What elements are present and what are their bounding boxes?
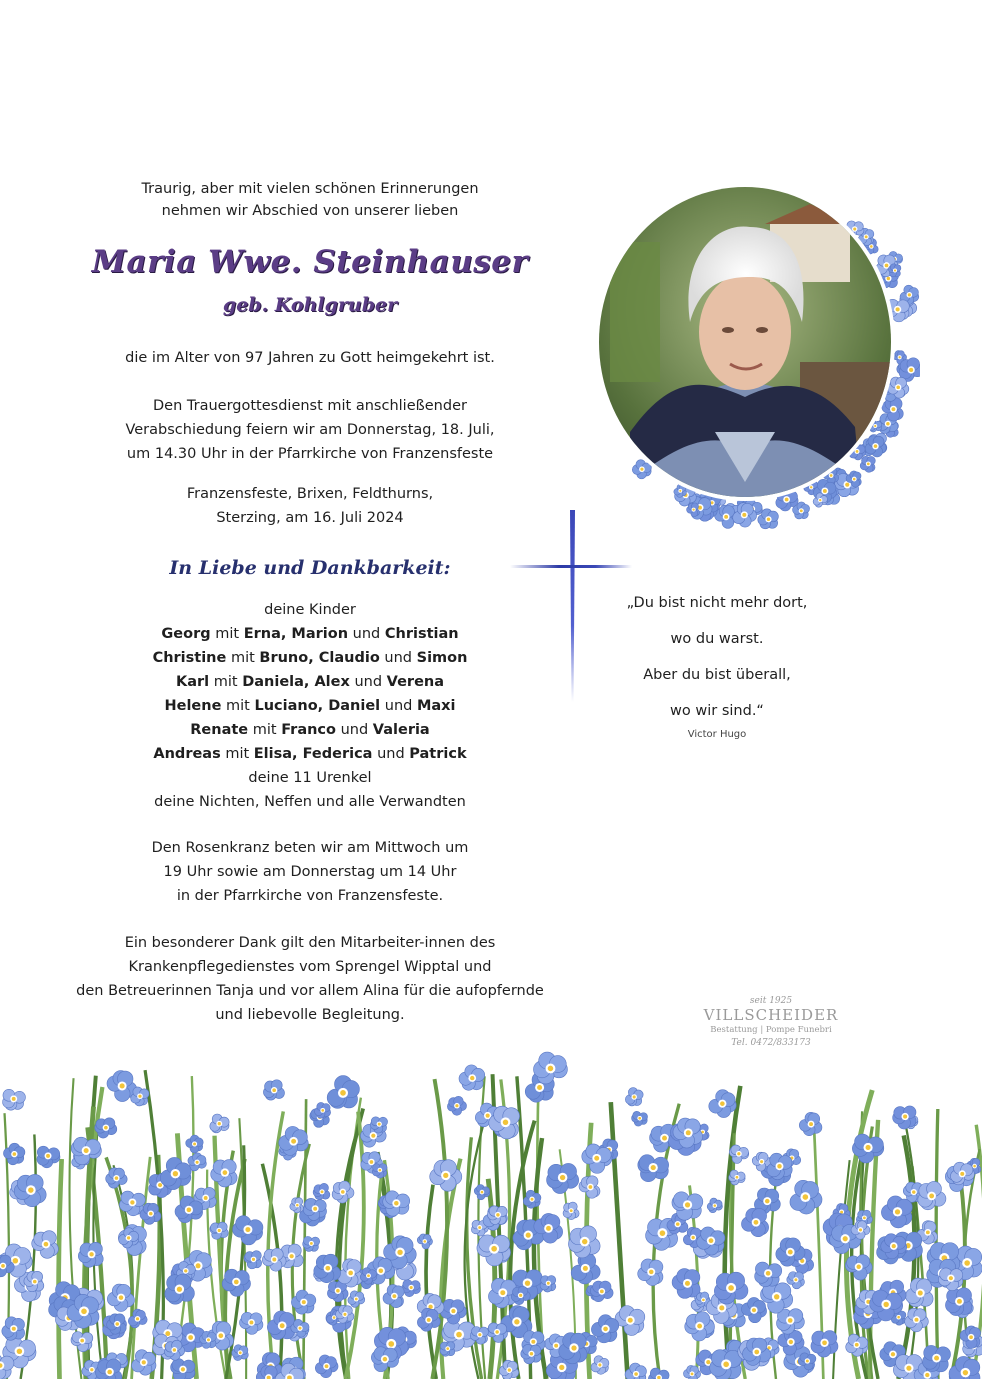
forget-me-not-flower xyxy=(707,1198,722,1213)
family-connector: und xyxy=(348,626,385,642)
forget-me-not-flower xyxy=(262,1248,286,1271)
forget-me-not-flower xyxy=(922,1345,950,1371)
forget-me-not-flower xyxy=(315,1102,331,1118)
family-name: Andreas xyxy=(153,746,221,762)
forget-me-not-flower xyxy=(263,1080,284,1100)
family-connector: und xyxy=(349,674,387,690)
forget-me-not-flower xyxy=(440,1342,455,1357)
forget-me-not-flower xyxy=(938,1268,962,1291)
logo-phone: Tel. 0472/833173 xyxy=(731,1038,811,1048)
forget-me-not-flower xyxy=(78,1242,103,1267)
family-connector: mit xyxy=(220,746,254,762)
family-name: Karl xyxy=(175,674,210,690)
forget-me-not-flower xyxy=(579,1176,600,1198)
portrait-image xyxy=(570,182,920,542)
logo-subtitle: Bestattung | Pompe Funebri xyxy=(710,1025,832,1035)
forget-me-not-flower xyxy=(591,1356,609,1375)
family-connector: mit xyxy=(221,698,255,714)
family-name: Maxi xyxy=(416,698,456,714)
maiden-name: geb. Kohlgruber xyxy=(222,294,398,316)
forget-me-not-flower xyxy=(200,1331,217,1348)
family-connector: mit xyxy=(226,650,260,666)
thanks-line-2: Krankenpflegedienstes vom Sprengel Wipptal und xyxy=(128,959,492,975)
family-connector: und xyxy=(380,698,417,714)
family-row xyxy=(60,742,560,766)
quote-line-1: „Du bist nicht mehr dort, xyxy=(626,595,808,611)
forget-me-not-flower xyxy=(160,1157,191,1189)
rosary-line-1: Den Rosenkranz beten wir am Mittwoch um xyxy=(151,840,469,856)
forget-me-not-flower xyxy=(371,1347,398,1372)
forget-me-not-flower xyxy=(638,1259,663,1286)
forget-me-not-flower xyxy=(447,1096,466,1115)
forget-me-not-flower xyxy=(348,1291,365,1307)
forget-me-not-flower xyxy=(372,1164,387,1178)
place-date xyxy=(60,482,560,530)
forget-me-not-flower xyxy=(648,1368,669,1379)
forget-me-not-flower xyxy=(685,1312,715,1341)
intro-line-2: nehmen wir Abschied von unserer lieben xyxy=(161,203,459,219)
family-connector: mit xyxy=(209,674,243,690)
forget-me-not-flower xyxy=(383,1285,404,1308)
forget-me-not-flower xyxy=(327,1076,359,1109)
forget-me-not-flower xyxy=(303,1236,320,1251)
forget-me-not-flower xyxy=(709,1090,736,1118)
family-name: Bruno, Claudio xyxy=(259,650,380,666)
forget-me-not-flower xyxy=(615,1306,645,1336)
logo-brand: VILLSCHEIDER xyxy=(703,1006,839,1024)
quote-author: Victor Hugo xyxy=(687,729,747,740)
family-connector: und xyxy=(379,650,417,666)
thanks-line-3: den Betreuerinnen Tanja und vor allem Alina für die aufopfernde xyxy=(76,983,544,999)
relatives-line: deine Nichten, Neffen und alle Verwandten xyxy=(154,794,466,810)
family-name: Verena xyxy=(386,674,445,690)
forget-me-not-flower xyxy=(893,1106,916,1129)
family-name: Simon xyxy=(416,650,468,666)
forget-me-not-flower xyxy=(672,1269,700,1299)
forget-me-not-flower xyxy=(918,1181,946,1209)
forget-me-not-flower xyxy=(244,1251,262,1269)
forget-me-not-flower xyxy=(845,1255,872,1280)
forget-me-not-flower xyxy=(417,1234,432,1249)
family-row xyxy=(60,694,560,718)
forget-me-not-flower xyxy=(563,1202,579,1220)
frame-flower xyxy=(865,436,886,457)
forget-me-not-flower xyxy=(71,1332,93,1352)
forget-me-not-flower xyxy=(338,1259,363,1287)
flower-stem xyxy=(106,1157,132,1379)
forget-me-not-flower xyxy=(881,1196,912,1228)
family-connector: und xyxy=(335,722,373,738)
family-name: Valeria xyxy=(372,722,430,738)
forget-me-not-flower xyxy=(233,1216,263,1245)
forget-me-not-flower xyxy=(568,1226,600,1258)
forget-me-not-flower xyxy=(315,1355,338,1378)
forget-me-not-flower xyxy=(210,1114,229,1133)
family-name: Elisa, Federica xyxy=(253,746,373,762)
forget-me-not-flower xyxy=(71,1137,101,1165)
forget-me-not-flower xyxy=(960,1326,981,1349)
forget-me-not-flower xyxy=(459,1065,485,1090)
cross-horizontal xyxy=(510,565,632,568)
quote-line-4: wo wir sind.“ xyxy=(670,703,764,719)
forget-me-not-flower xyxy=(2,1317,25,1341)
place-date-line-1: Franzensfeste, Brixen, Feldthurns, xyxy=(186,486,434,502)
forget-me-not-flower xyxy=(714,1272,748,1304)
forget-me-not-flower xyxy=(521,1344,541,1363)
age-text: die im Alter von 97 Jahren zu Gott heimgekehrt ist. xyxy=(125,350,495,366)
family-name: Helene xyxy=(164,698,222,714)
rosary-line-2: 19 Uhr sowie am Donnerstag um 14 Uhr xyxy=(163,864,457,880)
frame-flower xyxy=(860,456,875,472)
flower-stem xyxy=(132,1157,151,1379)
forget-me-not-flower xyxy=(906,1278,934,1307)
family-connector: mit xyxy=(210,626,244,642)
frame-flower xyxy=(687,503,700,517)
thanks-info xyxy=(40,931,580,1027)
thanks-line-4: und liebevolle Begleitung. xyxy=(215,1007,405,1023)
forget-me-not-flower xyxy=(534,1052,568,1084)
service-info xyxy=(60,394,560,466)
forget-me-not-flower xyxy=(402,1280,421,1297)
forget-me-not-flower xyxy=(210,1222,228,1239)
family-name: Renate xyxy=(190,722,249,738)
forget-me-not-flower xyxy=(240,1312,263,1334)
thanks-line-1: Ein besonderer Dank gilt den Mitarbeiter-innen des xyxy=(124,935,496,951)
family-connector: und xyxy=(372,746,410,762)
portrait-frame xyxy=(570,182,920,542)
family-row xyxy=(60,622,560,646)
deceased-name: Maria Wwe. Steinhauser xyxy=(91,244,529,280)
forget-me-not-flower xyxy=(590,1281,613,1302)
intro-text xyxy=(60,178,560,222)
forget-me-not-flower xyxy=(487,1206,507,1225)
forget-me-not-flower xyxy=(547,1163,579,1193)
dank-heading: In Liebe und Dankbarkeit: xyxy=(169,557,451,579)
family-name: Patrick xyxy=(409,746,467,762)
family-list xyxy=(60,598,560,814)
forget-me-not-flower xyxy=(290,1198,304,1213)
forget-me-not-flower xyxy=(279,1126,308,1155)
forget-me-not-flower xyxy=(540,1276,556,1292)
forget-me-not-flower xyxy=(267,1311,294,1340)
forget-me-not-flower xyxy=(729,1170,746,1185)
service-line-2: Verabschiedung feiern wir am Donnerstag, 18. Juli, xyxy=(125,422,495,438)
forget-me-not-flower xyxy=(777,1309,805,1335)
forget-me-not-flower xyxy=(945,1288,971,1316)
forget-me-not-flower xyxy=(499,1360,518,1379)
logo-since: seit 1925 xyxy=(749,996,793,1006)
forget-me-not-flower xyxy=(638,1155,669,1182)
quote-line-3: Aber du bist überall, xyxy=(643,667,791,683)
family-connector: mit xyxy=(248,722,282,738)
quote-line-2: wo du warst. xyxy=(670,631,764,647)
family-name: Christian xyxy=(384,626,459,642)
family-row xyxy=(60,670,560,694)
flower-stem xyxy=(426,1185,436,1379)
forget-me-not-flower xyxy=(625,1088,643,1106)
family-name: Georg xyxy=(161,626,211,642)
forget-me-not-flower xyxy=(131,1087,149,1106)
forget-me-not-flower xyxy=(165,1274,195,1304)
intro-line-1: Traurig, aber mit vielen schönen Erinnerungen xyxy=(141,181,479,197)
service-line-3: um 14.30 Uhr in der Pfarrkirche von Franzensfeste xyxy=(126,446,494,462)
forget-me-not-flower xyxy=(811,1331,838,1358)
forget-me-not-flower xyxy=(741,1208,768,1236)
kinder-label: deine Kinder xyxy=(264,602,356,618)
forget-me-not-flower xyxy=(3,1089,26,1110)
family-name: Christine xyxy=(152,650,227,666)
forget-me-not-flower xyxy=(632,1111,648,1126)
forget-me-not-flower xyxy=(171,1359,195,1379)
family-name: Luciano, Daniel xyxy=(254,698,381,714)
family-row xyxy=(60,718,560,742)
forget-me-not-flower xyxy=(710,1350,742,1379)
forget-me-not-flower xyxy=(37,1146,60,1168)
family-name: Erna, Marion xyxy=(243,626,349,642)
rosary-info xyxy=(60,836,560,908)
forget-me-not-flower xyxy=(313,1183,330,1199)
forget-me-not-flower xyxy=(95,1118,117,1138)
quote-block xyxy=(612,585,822,740)
forget-me-not-meadow xyxy=(0,1030,982,1379)
forget-me-not-flower xyxy=(440,1299,466,1324)
forget-me-not-flower xyxy=(232,1345,249,1361)
flower-stem xyxy=(59,1159,62,1379)
urenkel-line: deine 11 Urenkel xyxy=(248,770,372,786)
forget-me-not-flower xyxy=(799,1112,822,1135)
family-name: Franco xyxy=(281,722,336,738)
rosary-line-3: in der Pfarrkirche von Franzensfeste. xyxy=(176,888,444,904)
family-rows xyxy=(60,622,560,766)
forget-me-not-flower xyxy=(755,1262,782,1287)
service-line-1: Den Trauergottesdienst mit anschließender xyxy=(153,398,467,414)
forget-me-not-flower xyxy=(186,1135,203,1153)
place-date-line-2: Sterzing, am 16. Juli 2024 xyxy=(216,510,404,526)
family-name: Daniela, Alex xyxy=(242,674,350,690)
forget-me-not-flower xyxy=(32,1231,59,1259)
forget-me-not-flower xyxy=(95,1359,121,1379)
forget-me-not-flower xyxy=(767,1153,792,1179)
family-row xyxy=(60,646,560,670)
forget-me-not-flower xyxy=(383,1191,410,1216)
forget-me-not-flower xyxy=(132,1350,156,1375)
